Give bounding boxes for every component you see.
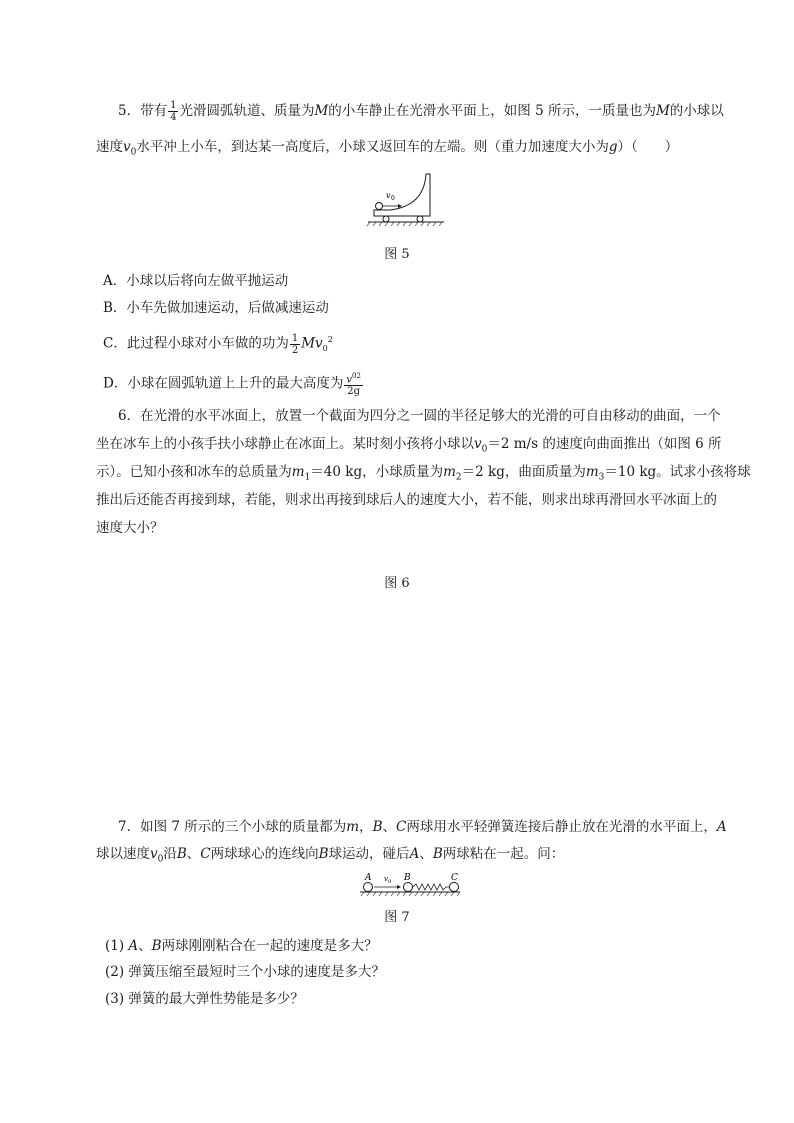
figure-7-balls-spring-diagram: [358, 872, 462, 900]
q5-line-1: 5．带有 $\frac{1}{4}$ 光滑圆弧轨道、质量为M的小车静止在光滑水平面上，如图 5 所示，一质量也为M的小球以: [118, 100, 724, 123]
q5-option-a: A．小球以后将向左做平抛运动: [103, 273, 289, 289]
q5-option-b: B．小车先做加速运动，后做减速运动: [103, 300, 329, 316]
figure-7-label-c: C: [451, 873, 458, 883]
q7-line-1: 7．如图 7 所示的三个小球的质量都为m，B、C两球用水平轻弹簧连接后静止放在光滑的水平面上，A: [118, 819, 727, 835]
q7-sub-question-3: (3) 弹簧的最大弹性势能是多少？: [105, 991, 304, 1007]
figure-7-caption: 图 7: [384, 910, 410, 925]
q6-line-5: 速度大小？: [96, 520, 164, 536]
q5-option-d: D．小球在圆弧轨道上上升的最大高度为 $\frac{v^{02}}{2g}$: [103, 372, 361, 398]
figure-7-label-a: A: [365, 873, 372, 883]
figure-5-v0-subscript: 0: [391, 195, 395, 202]
q7-line-2: 球以速度$v_0$沿B、C两球球心的连线向B球运动，碰后A、B两球粘在一起。问：: [96, 846, 565, 865]
figure-7-label-v: v: [384, 875, 388, 883]
fraction-one-quarter: $\frac{1}{4}$: [170, 100, 177, 123]
q6-line-4: 推出后还能否再接到球，若能，则求出再接到球后人的速度大小，若不能，则求出球再滑回水平冰面上的: [96, 492, 717, 508]
q5-line-2: 速度$v_0$水平冲上小车，到达某一高度后，小球又返回车的左端。则（重力加速度大小为g）（ ）: [96, 139, 679, 158]
figure-7-label-b: B: [404, 873, 411, 883]
q5-option-c: C．此过程小球对小车做的功为 $\frac{1}{2}$ $Mv_0^2$: [103, 332, 333, 356]
q6-line-3: 示）。已知小孩和冰车的总质量为$m_1=40$ kg，小球质量为$m_2=2$ kg，曲面质量为$m_3=10$ kg。试求小孩将球: [96, 464, 751, 483]
q6-line-2: 坐在冰车上的小孩手扶小球静止在冰面上。某时刻小孩将小球以$v_0=2$ m/s 的速度向曲面推出（如图 6 所: [96, 436, 722, 455]
q7-sub-question-2: (2) 弹簧压缩至最短时三个小球的速度是多大？: [105, 964, 385, 980]
figure-5-cart-diagram: [366, 170, 448, 232]
q7-sub-question-1: (1) A、B两球刚刚粘合在一起的速度是多大？: [105, 938, 378, 954]
figure-5-caption: 图 5: [384, 247, 410, 262]
q6-line-1: 6．在光滑的水平冰面上，放置一个截面为四分之一圆的半径足够大的光滑的可自由移动的曲面，一个: [118, 408, 721, 424]
figure-5-v0-label: v: [386, 191, 391, 200]
figure-7-label-v-sub: 0: [388, 879, 392, 885]
figure-6-caption: 图 6: [384, 576, 410, 591]
